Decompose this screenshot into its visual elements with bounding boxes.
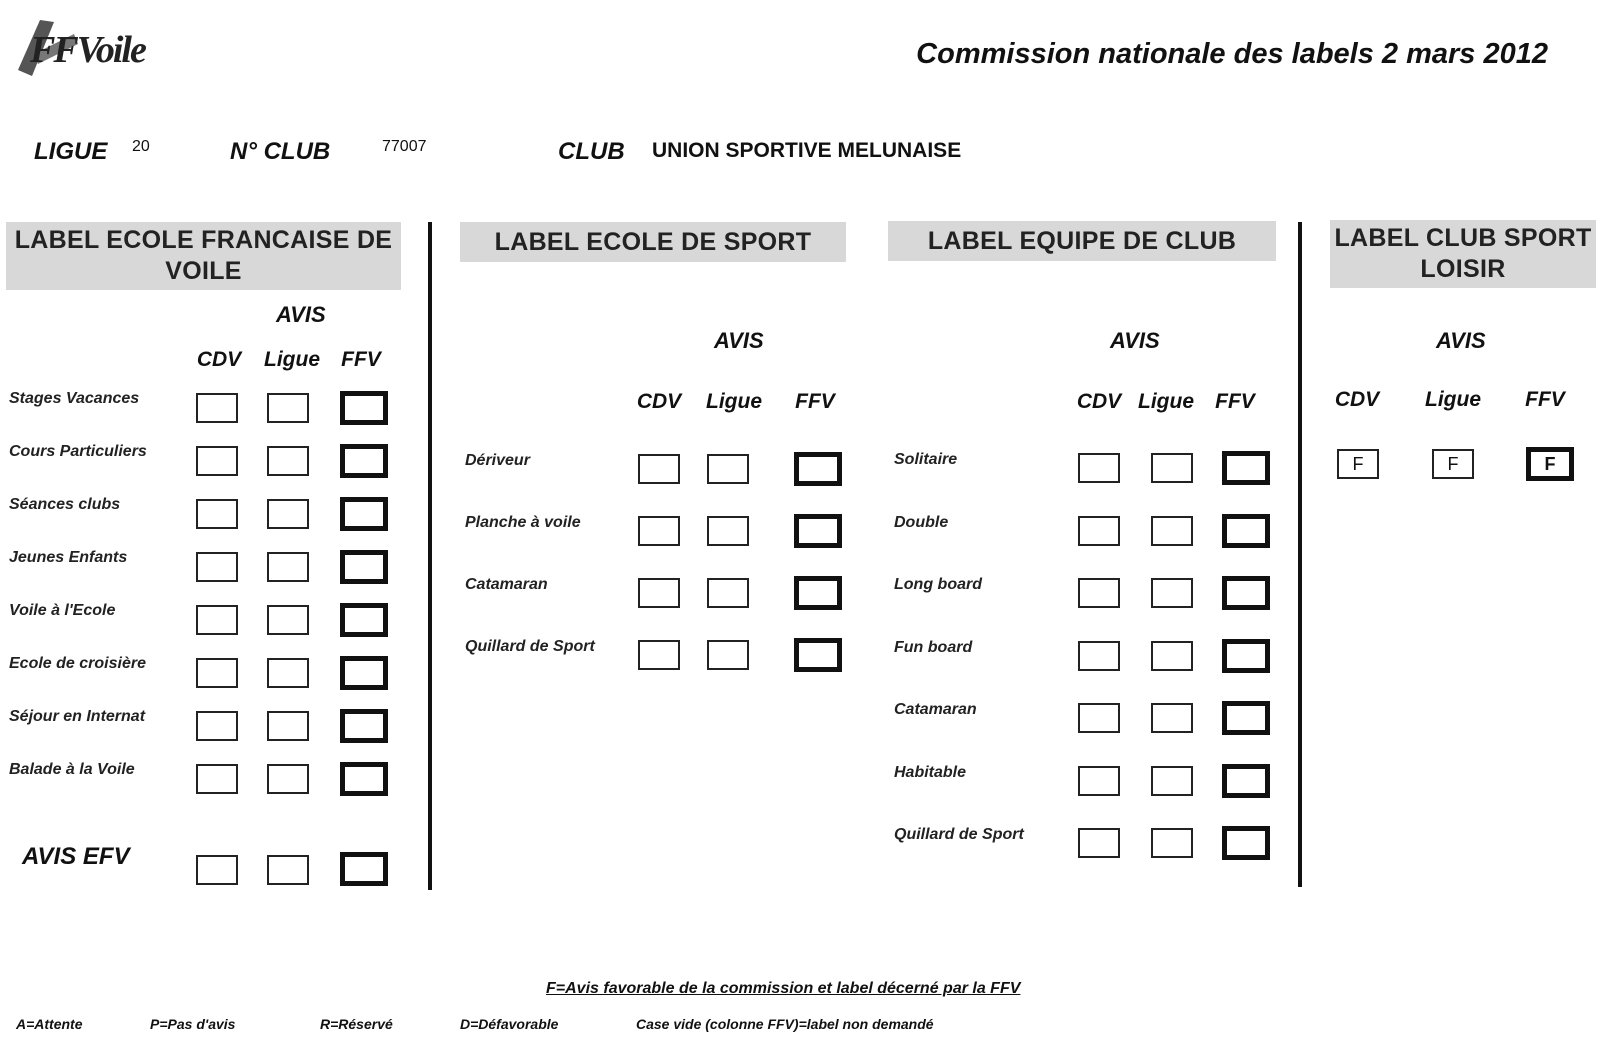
row-label: Ecole de croisière bbox=[9, 655, 146, 672]
efv-ffv-box[interactable] bbox=[340, 391, 388, 425]
divider-2 bbox=[1298, 222, 1302, 887]
club-number-label: N° CLUB bbox=[230, 138, 331, 165]
section-title-club-sport-loisir: LABEL CLUB SPORT LOISIR bbox=[1330, 220, 1596, 288]
equipe-club-ffv-box[interactable] bbox=[1222, 701, 1270, 735]
equipe-club-cdv-box[interactable] bbox=[1078, 641, 1120, 671]
ecole-sport-ligue-box[interactable] bbox=[707, 516, 749, 546]
section-title-equipe-club: LABEL EQUIPE DE CLUB bbox=[888, 221, 1276, 261]
ligue-label: LIGUE bbox=[34, 138, 108, 165]
efv-cdv-box[interactable] bbox=[196, 711, 238, 741]
row-label: Catamaran bbox=[894, 701, 977, 718]
row-label: Long board bbox=[894, 576, 982, 593]
equipe-club-ligue-box[interactable] bbox=[1151, 453, 1193, 483]
legend-pas-avis: P=Pas d'avis bbox=[150, 1016, 236, 1032]
document-title: Commission nationale des labels 2 mars 2012 bbox=[916, 38, 1548, 70]
efv-ligue-box[interactable] bbox=[267, 393, 309, 423]
row-label: Cours Particuliers bbox=[9, 443, 147, 460]
row-label: Catamaran bbox=[465, 576, 548, 593]
legend-reserve: R=Réservé bbox=[320, 1016, 393, 1032]
efv-ffv-box[interactable] bbox=[340, 762, 388, 796]
avis-efv-cdv-box[interactable] bbox=[196, 855, 238, 885]
equipe-club-ligue-box[interactable] bbox=[1151, 828, 1193, 858]
col-ligue-efv: Ligue bbox=[264, 348, 320, 371]
efv-cdv-box[interactable] bbox=[196, 658, 238, 688]
equipe-club-ffv-box[interactable] bbox=[1222, 576, 1270, 610]
club-sport-loisir-cdv-box[interactable]: F bbox=[1337, 449, 1379, 479]
legend-attente: A=Attente bbox=[16, 1016, 83, 1032]
ecole-sport-cdv-box[interactable] bbox=[638, 578, 680, 608]
equipe-club-ffv-box[interactable] bbox=[1222, 764, 1270, 798]
efv-ligue-box[interactable] bbox=[267, 605, 309, 635]
ecole-sport-ffv-box[interactable] bbox=[794, 452, 842, 486]
ecole-sport-ligue-box[interactable] bbox=[707, 578, 749, 608]
col-cdv-ecole-sport: CDV bbox=[636, 390, 682, 413]
row-label: Solitaire bbox=[894, 451, 958, 468]
avis-heading-ecole-sport: AVIS bbox=[714, 328, 764, 353]
equipe-club-cdv-box[interactable] bbox=[1078, 703, 1120, 733]
club-sport-loisir-ligue-box[interactable]: F bbox=[1432, 449, 1474, 479]
efv-ffv-box[interactable] bbox=[340, 497, 388, 531]
divider-1 bbox=[428, 222, 432, 890]
club-number-value: 77007 bbox=[382, 138, 427, 155]
col-ffv-ecole-sport: FFV bbox=[795, 390, 835, 413]
efv-cdv-box[interactable] bbox=[196, 552, 238, 582]
ecole-sport-cdv-box[interactable] bbox=[638, 516, 680, 546]
row-label: Fun board bbox=[894, 638, 973, 656]
efv-cdv-box[interactable] bbox=[196, 605, 238, 635]
avis-heading-club-sport-loisir: AVIS bbox=[1436, 328, 1486, 353]
row-label: Voile à l'Ecole bbox=[9, 602, 116, 619]
ecole-sport-ffv-box[interactable] bbox=[794, 514, 842, 548]
avis-efv-ffv-box[interactable] bbox=[340, 852, 388, 886]
efv-cdv-box[interactable] bbox=[196, 764, 238, 794]
avis-heading-equipe-club: AVIS bbox=[1110, 328, 1160, 353]
row-label: Séjour en Internat bbox=[9, 708, 146, 725]
efv-ligue-box[interactable] bbox=[267, 499, 309, 529]
efv-ligue-box[interactable] bbox=[267, 764, 309, 794]
equipe-club-ffv-box[interactable] bbox=[1222, 826, 1270, 860]
efv-ffv-box[interactable] bbox=[340, 656, 388, 690]
equipe-club-ligue-box[interactable] bbox=[1151, 578, 1193, 608]
club-name-value: UNION SPORTIVE MELUNAISE bbox=[652, 139, 962, 162]
equipe-club-ligue-box[interactable] bbox=[1151, 703, 1193, 733]
efv-ligue-box[interactable] bbox=[267, 658, 309, 688]
equipe-club-ffv-box[interactable] bbox=[1222, 639, 1270, 673]
row-label: Balade à la Voile bbox=[9, 761, 135, 778]
ecole-sport-cdv-box[interactable] bbox=[638, 640, 680, 670]
club-sport-loisir-ffv-box[interactable]: F bbox=[1526, 447, 1574, 481]
ecole-sport-ligue-box[interactable] bbox=[707, 454, 749, 484]
col-ligue-equipe-club: Ligue bbox=[1138, 390, 1194, 413]
equipe-club-cdv-box[interactable] bbox=[1078, 828, 1120, 858]
logo-text: FFVoile bbox=[30, 29, 145, 71]
row-label: Habitable bbox=[894, 763, 967, 781]
efv-ffv-box[interactable] bbox=[340, 550, 388, 584]
equipe-club-cdv-box[interactable] bbox=[1078, 453, 1120, 483]
avis-efv-label: AVIS EFV bbox=[22, 843, 130, 870]
row-label: Double bbox=[894, 513, 949, 531]
col-ligue-club-sport-loisir: Ligue bbox=[1425, 388, 1481, 411]
efv-ligue-box[interactable] bbox=[267, 446, 309, 476]
efv-ffv-box[interactable] bbox=[340, 444, 388, 478]
col-ffv-equipe-club: FFV bbox=[1215, 390, 1255, 413]
section-title-ecole-sport: LABEL ECOLE DE SPORT bbox=[460, 222, 846, 262]
col-ligue-ecole-sport: Ligue bbox=[706, 390, 762, 413]
efv-cdv-box[interactable] bbox=[196, 446, 238, 476]
efv-ligue-box[interactable] bbox=[267, 552, 309, 582]
ligue-value: 20 bbox=[132, 138, 150, 155]
row-label: Quillard de Sport bbox=[894, 826, 1024, 843]
legend-case-vide: Case vide (colonne FFV)=label non demandé bbox=[636, 1016, 934, 1032]
club-label: CLUB bbox=[558, 138, 625, 165]
equipe-club-ligue-box[interactable] bbox=[1151, 766, 1193, 796]
section-title-efv: LABEL ECOLE FRANCAISE DE VOILE bbox=[6, 222, 401, 290]
row-label: Quillard de Sport bbox=[465, 638, 595, 655]
equipe-club-ligue-box[interactable] bbox=[1151, 516, 1193, 546]
legend-defavorable: D=Défavorable bbox=[460, 1016, 559, 1032]
row-label: Planche à voile bbox=[465, 514, 581, 531]
row-label: Dériveur bbox=[465, 452, 530, 469]
avis-heading-efv: AVIS bbox=[276, 302, 326, 327]
efv-cdv-box[interactable] bbox=[196, 499, 238, 529]
col-cdv-efv: CDV bbox=[196, 348, 242, 371]
ecole-sport-ffv-box[interactable] bbox=[794, 638, 842, 672]
col-cdv-equipe-club: CDV bbox=[1076, 390, 1122, 413]
row-label: Séances clubs bbox=[9, 496, 121, 513]
avis-efv-ligue-box[interactable] bbox=[267, 855, 309, 885]
col-ffv-efv: FFV bbox=[341, 348, 381, 371]
efv-ffv-box[interactable] bbox=[340, 709, 388, 743]
row-label: Jeunes Enfants bbox=[9, 549, 128, 566]
efv-cdv-box[interactable] bbox=[196, 393, 238, 423]
col-cdv-club-sport-loisir: CDV bbox=[1334, 388, 1380, 411]
efv-ffv-box[interactable] bbox=[340, 603, 388, 637]
equipe-club-cdv-box[interactable] bbox=[1078, 578, 1120, 608]
equipe-club-cdv-box[interactable] bbox=[1078, 516, 1120, 546]
equipe-club-ligue-box[interactable] bbox=[1151, 641, 1193, 671]
col-ffv-club-sport-loisir: FFV bbox=[1525, 388, 1565, 411]
ecole-sport-ligue-box[interactable] bbox=[707, 640, 749, 670]
ecole-sport-ffv-box[interactable] bbox=[794, 576, 842, 610]
footer-note: F=Avis favorable de la commission et label décerné par la FFV bbox=[546, 980, 1021, 997]
equipe-club-cdv-box[interactable] bbox=[1078, 766, 1120, 796]
equipe-club-ffv-box[interactable] bbox=[1222, 451, 1270, 485]
efv-ligue-box[interactable] bbox=[267, 711, 309, 741]
row-label: Stages Vacances bbox=[9, 390, 140, 407]
ecole-sport-cdv-box[interactable] bbox=[638, 454, 680, 484]
equipe-club-ffv-box[interactable] bbox=[1222, 514, 1270, 548]
